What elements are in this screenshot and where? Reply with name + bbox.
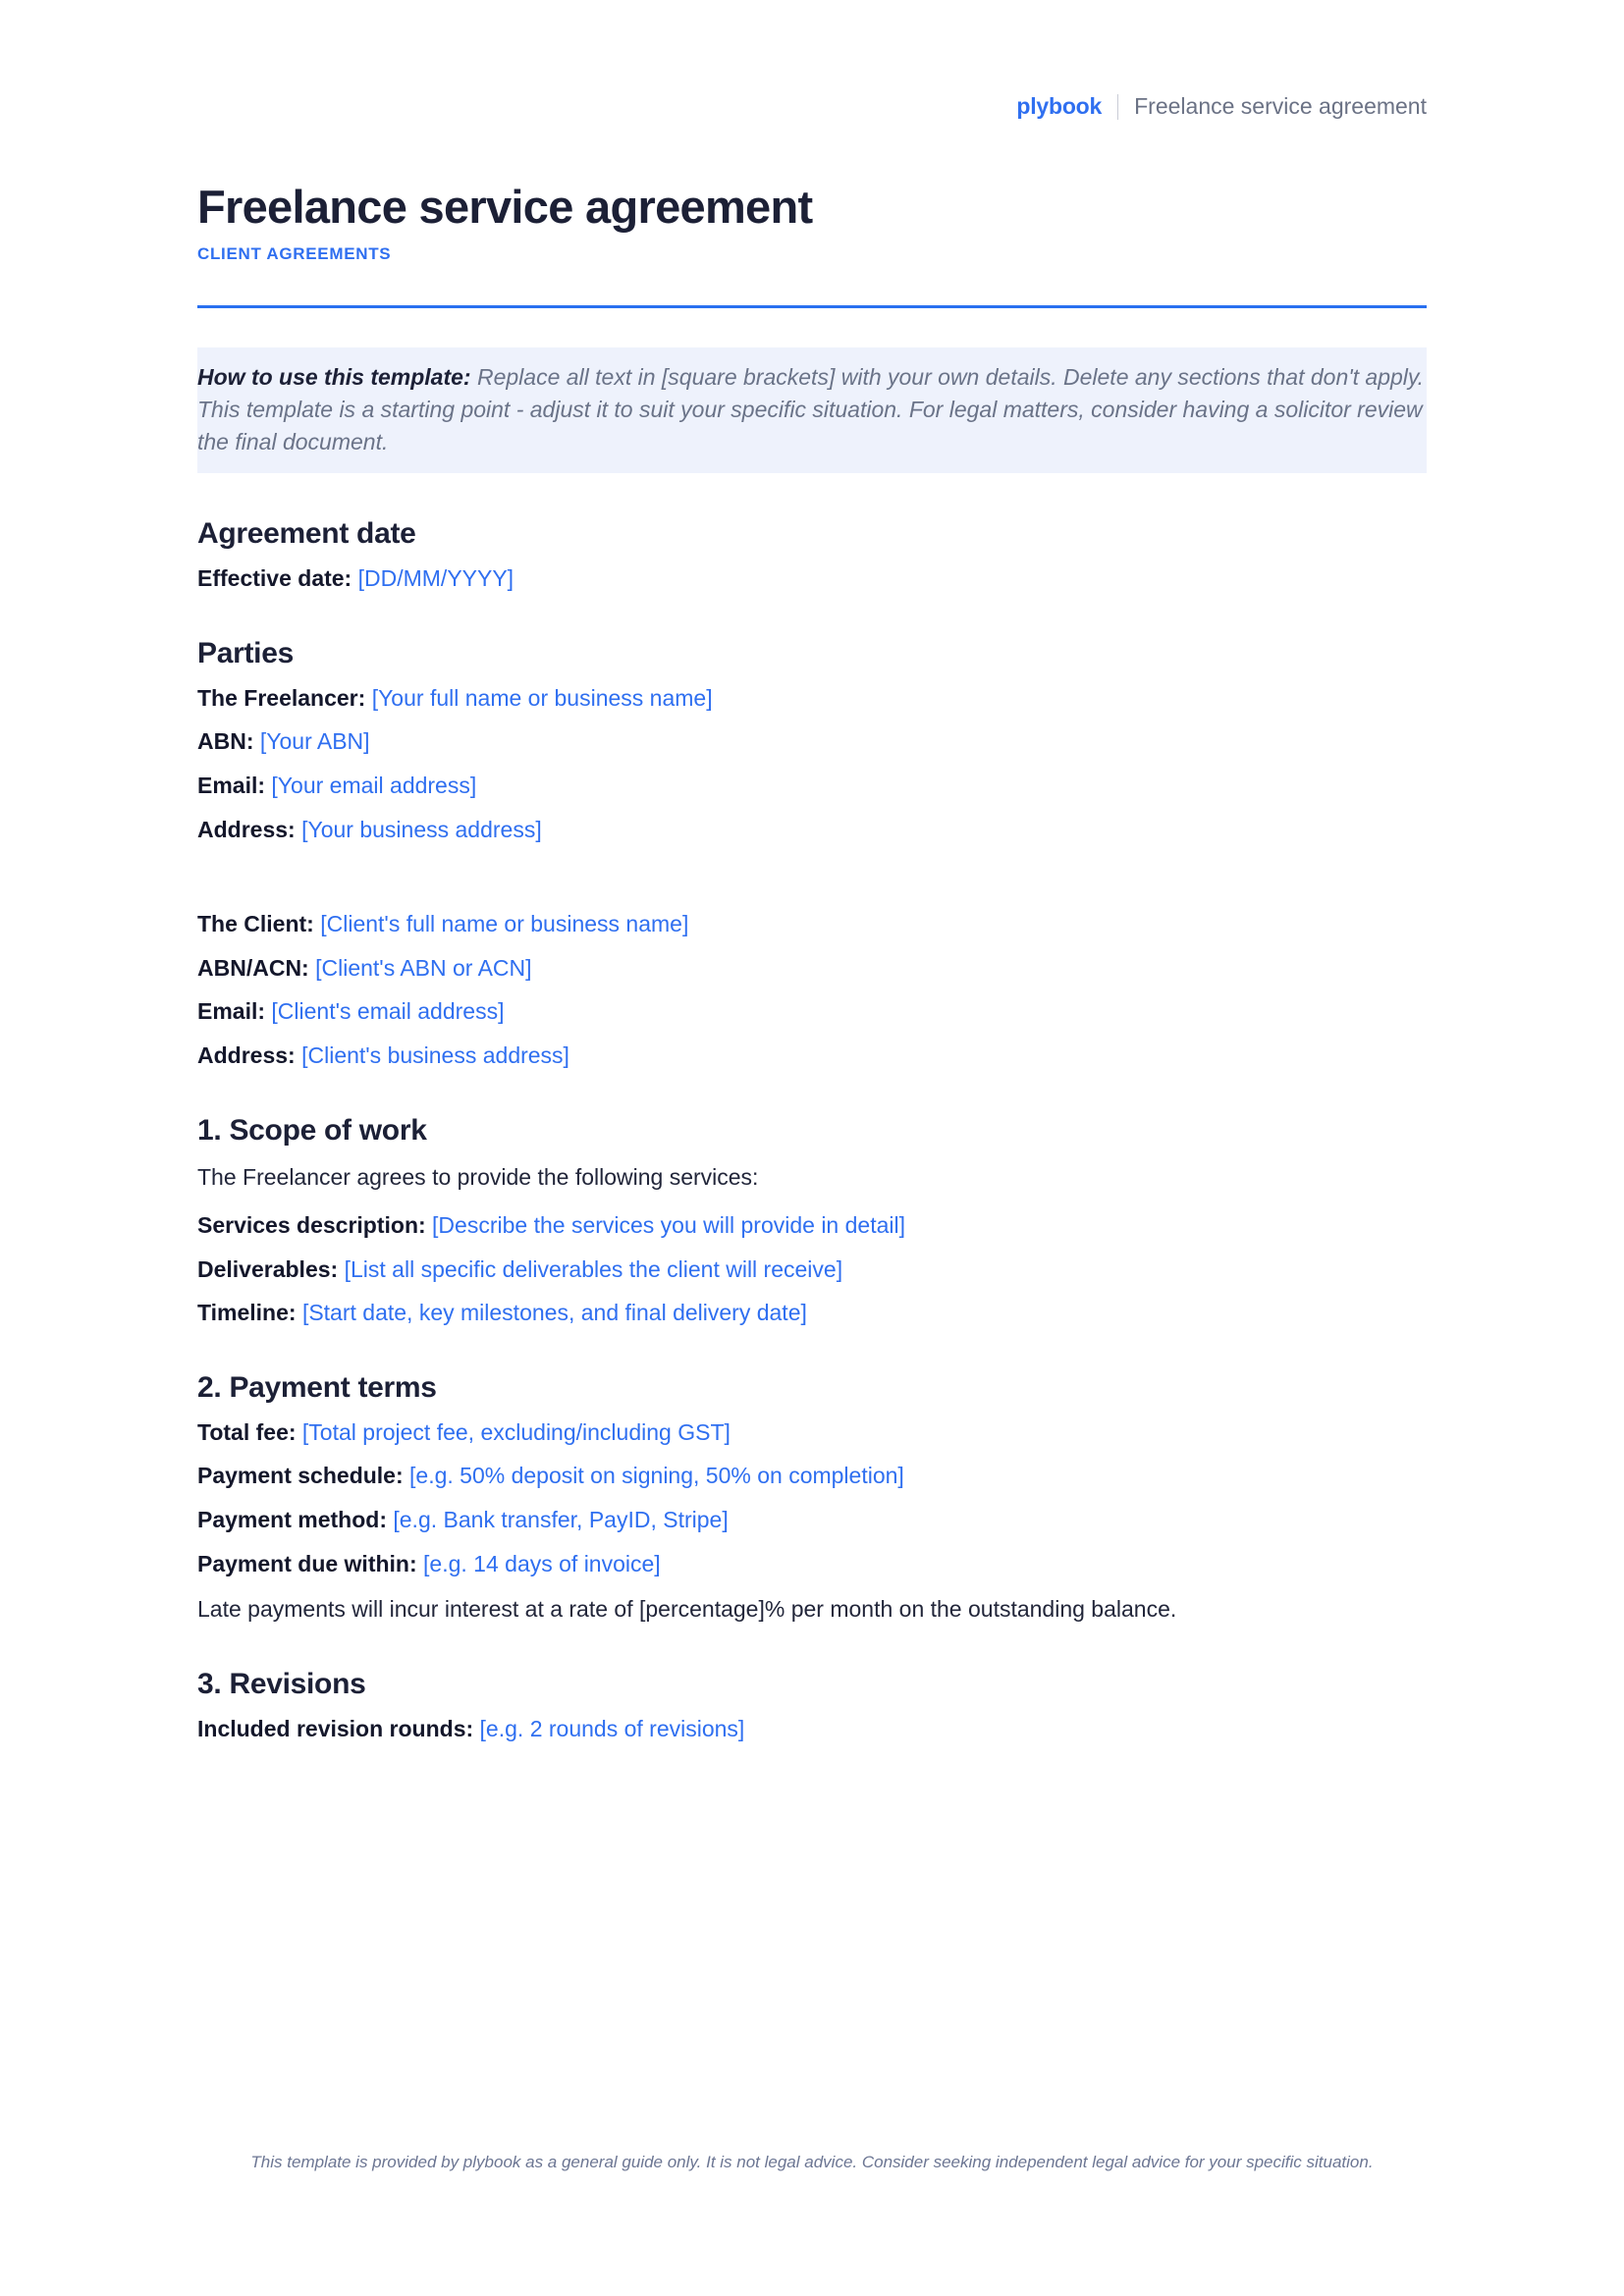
field-included-revision-rounds <box>197 1716 1427 1743</box>
field-deliverables <box>197 1256 1427 1284</box>
late-payment-note: Late payments will incur interest at a rate of [percentage]% per month on the outstanding balance. <box>197 1596 1177 1623</box>
field-label: Address: <box>197 816 296 842</box>
field-client-name <box>197 911 1427 938</box>
field-client-address <box>197 1042 1427 1070</box>
section-parties <box>197 636 1427 1070</box>
field-label: Included revision rounds: <box>197 1716 474 1742</box>
how-to-use-callout <box>197 347 1427 473</box>
section-scope-of-work <box>197 1113 1427 1327</box>
footer-disclaimer: This template is provided by plybook as a general guide only. It is not legal advice. Consider seeking independent legal advice for your specific situation. <box>250 2153 1374 2172</box>
field-value-placeholder[interactable]: [e.g. 2 rounds of revisions] <box>479 1716 745 1742</box>
callout-body-text: Replace all text in [square brackets] with your own details. Delete any sections that don't apply. This template is a starting point - adjust it to suit your specific situation. For legal matters, consider having a solicitor review the final document. <box>197 364 1425 454</box>
field-label: Total fee: <box>197 1418 297 1445</box>
page-title: Freelance service agreement <box>197 180 813 233</box>
field-value-placeholder[interactable]: [e.g. 50% deposit on signing, 50% on completion] <box>409 1463 904 1489</box>
section-heading-revisions: 3. Revisions <box>197 1668 366 1701</box>
field-freelancer-abn <box>197 728 1427 756</box>
field-freelancer-email <box>197 773 1427 800</box>
field-label: Email: <box>197 998 266 1025</box>
field-label: Deliverables: <box>197 1255 339 1282</box>
field-value-placeholder[interactable]: [Your email address] <box>271 773 477 799</box>
field-freelancer-name <box>197 685 1427 713</box>
field-payment-schedule <box>197 1463 1427 1490</box>
document-header <box>197 0 1427 121</box>
field-label: Effective date: <box>197 565 352 592</box>
parties-spacer <box>197 860 1427 911</box>
field-label: Email: <box>197 773 266 799</box>
document-category-label: CLIENT AGREEMENTS <box>197 244 392 264</box>
field-value-placeholder[interactable]: [List all specific deliverables the client will receive] <box>344 1255 843 1282</box>
field-payment-due-within <box>197 1551 1427 1578</box>
field-value-placeholder[interactable]: [Total project fee, excluding/including GST] <box>301 1418 731 1445</box>
title-divider <box>197 305 1427 308</box>
section-revisions <box>197 1667 1427 1743</box>
title-block <box>197 182 1427 309</box>
section-heading-parties: Parties <box>197 636 294 669</box>
header-separator-icon <box>1117 94 1118 120</box>
field-payment-method <box>197 1507 1427 1534</box>
section-heading-agreement-date: Agreement date <box>197 517 416 551</box>
field-timeline <box>197 1300 1427 1327</box>
field-value-placeholder[interactable]: [Client's full name or business name] <box>320 911 689 937</box>
field-value-placeholder[interactable]: [Client's business address] <box>301 1042 569 1068</box>
field-label: Timeline: <box>197 1300 297 1326</box>
field-freelancer-address <box>197 817 1427 844</box>
field-label: ABN: <box>197 728 254 755</box>
field-value-placeholder[interactable]: [Start date, key milestones, and final delivery date] <box>301 1300 807 1326</box>
field-value-placeholder[interactable]: [Your ABN] <box>259 728 370 755</box>
field-client-email <box>197 998 1427 1026</box>
field-label: Payment method: <box>197 1506 387 1532</box>
field-client-abn-acn <box>197 955 1427 983</box>
section-heading-scope-of-work: 1. Scope of work <box>197 1113 427 1147</box>
field-label: Address: <box>197 1042 296 1068</box>
field-value-placeholder[interactable]: [Your full name or business name] <box>371 684 713 711</box>
callout-lead-label: How to use this template: <box>197 364 471 391</box>
scope-intro-text: The Freelancer agrees to provide the following services: <box>197 1163 759 1190</box>
field-value-placeholder[interactable]: [Client's email address] <box>271 998 505 1025</box>
field-label: Services description: <box>197 1211 426 1238</box>
field-label: Payment schedule: <box>197 1463 404 1489</box>
field-label: ABN/ACN: <box>197 954 309 981</box>
field-services-description <box>197 1212 1427 1240</box>
header-document-name: Freelance service agreement <box>1134 93 1427 119</box>
field-label: The Freelancer: <box>197 684 366 711</box>
field-value-placeholder[interactable]: [e.g. Bank transfer, PayID, Stripe] <box>393 1506 729 1532</box>
field-value-placeholder[interactable]: [e.g. 14 days of invoice] <box>423 1550 661 1576</box>
section-heading-payment-terms: 2. Payment terms <box>197 1370 437 1404</box>
field-value-placeholder[interactable]: [Describe the services you will provide in detail] <box>432 1211 905 1238</box>
field-value-placeholder[interactable]: [Client's ABN or ACN] <box>315 954 532 981</box>
field-value-placeholder[interactable]: [Your business address] <box>301 816 542 842</box>
field-value-placeholder[interactable]: [DD/MM/YYYY] <box>357 565 514 592</box>
field-label: The Client: <box>197 911 314 937</box>
brand-logo-text: plybook <box>1016 93 1103 119</box>
section-payment-terms <box>197 1370 1427 1625</box>
field-total-fee <box>197 1419 1427 1447</box>
field-label: Payment due within: <box>197 1550 417 1576</box>
section-agreement-date <box>197 516 1427 593</box>
field-effective-date <box>197 565 1427 593</box>
